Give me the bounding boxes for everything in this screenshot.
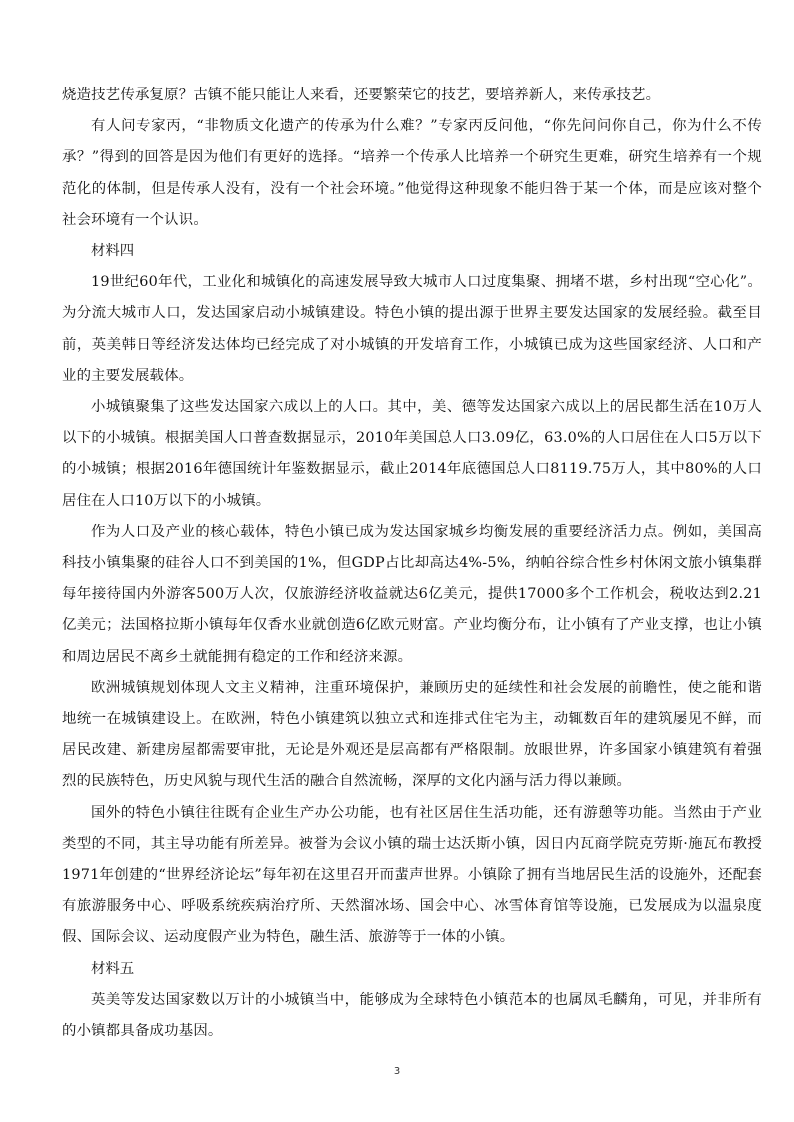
paragraph-expert-bing: 有人问专家丙，“非物质文化遗产的传承为什么难？”专家丙反问他，“你先问问你自己，你为什么不传承？”得到的回答是因为他们有更好的选择。“培养一个传承人比培养一个研究生更难，研究生培养有一个规范化的体制，但是传承人没有，没有一个社会环境。”他觉得这种现象不能归咎于某一个体，而是应该对整个社会环境有一个认识。 [62,118,762,228]
paragraph-town-functions: 国外的特色小镇往往既有企业生产办公功能，也有社区居住生活功能，还有游憩等功能。当然由于产业类型的不同，其主导功能有所差异。被誉为会议小镇的瑞士达沃斯小镇，因日内瓦商学院克劳斯·施瓦布教授1971年创建的“世界经济论坛”每年初在这里召开而蜚声世界。小镇除了拥有当地居民生活的设施外，还配套有旅游服务中心、呼吸系统疾病治疗所、天然溜冰场、国会中心、冰雪体育馆等设施，已发展成为以温泉度假、国际会议、运动度假产业为特色，融生活、旅游等于一体的小镇。 [62,804,762,946]
paragraph-craft-inheritance: 烧造技艺传承复原？古镇不能只能让人来看，还要繁荣它的技艺，要培养新人，来传承技艺。 [62,87,661,103]
paragraph-european-planning: 欧洲城镇规划体现人文主义精神，注重环境保护，兼顾历史的延续性和社会发展的前瞻性，使之能和谐地统一在城镇建设上。在欧洲，特色小镇建筑以独立式和连排式住宅为主，动辄数百年的建筑屡见不鲜，而居民改建、新建房屋都需要审批，无论是外观还是层高都有严格限制。放眼世界，许多国家小镇建筑有着强烈的民族特色，历史风貌与现代生活的融合自然流畅，深厚的文化内涵与活力得以兼顾。 [62,679,762,790]
section-heading-material-four: 材料四 [91,243,135,260]
document-body [62,80,762,1047]
paragraph-population-stats: 小城镇聚集了这些发达国家六成以上的人口。其中，美、德等发达国家六成以上的居民都生活在10万人以下的小城镇。根据美国人口普查数据显示，2010年美国总人口3.09亿，63.0%的人口居住在人口5万以下的小城镇；根据2016年德国统计年鉴数据显示，截止2014年底德国总人口8119.75万人，其中80%的人口居住在人口10万以下的小城镇。 [62,399,762,509]
page-number: 3 [393,1066,401,1077]
paragraph-small-town-origin: 19世纪60年代，工业化和城镇化的高速发展导致大城市人口过度集聚、拥堵不堪，乡村出现“空心化”。为分流大城市人口，发达国家启动小城镇建设。特色小镇的提出源于世界主要发达国家的发展经验。截至目前，英美韩日等经济发达体均已经完成了对小城镇的开发培育工作，小城镇已成为这些国家经济、人口和产业的主要发展载体。 [62,274,762,384]
paragraph-economic-vitality: 作为人口及产业的核心载体，特色小镇已成为发达国家城乡均衡发展的重要经济活力点。例如，美国高科技小镇集聚的硅谷人口不到美国的1%，但GDP占比却高达4%-5%，纳帕谷综合性乡村休闲文旅小镇集群每年接待国内外游客500万人次，仅旅游经济收益就达6亿美元，提供17000多个工作机会，税收达到2.21亿美元；法国格拉斯小镇每年仅香水业就创造6亿欧元财富。产业均衡分布，让小镇有了产业支撑，也让小镇和周边居民不离乡土就能拥有稳定的工作和经济来源。 [62,523,762,665]
section-heading-material-five: 材料五 [91,960,135,977]
paragraph-success-genes: 英美等发达国家数以万计的小城镇当中，能够成为全球特色小镇范本的也属凤毛麟角，可见，并非所有的小镇都具备成功基因。 [62,991,762,1040]
